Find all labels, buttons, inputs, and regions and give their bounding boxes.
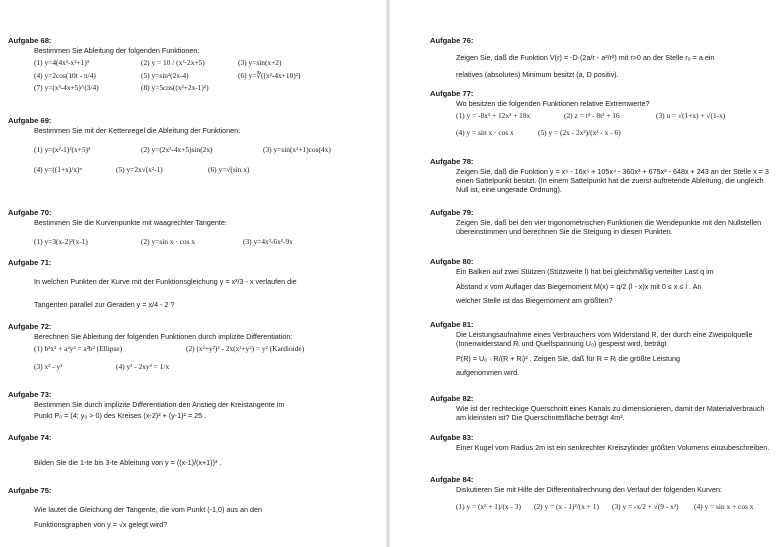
task-heading: Aufgabe 76: <box>430 36 474 45</box>
task-81 <box>430 320 772 377</box>
formula: (4) y = sin x + cos x <box>694 502 754 512</box>
task-84 <box>430 475 772 512</box>
formula: (4) y=2cos(10t - π/4) <box>34 70 96 80</box>
task-heading: Aufgabe 75: <box>8 486 52 495</box>
task-heading: Aufgabe 70: <box>8 208 52 217</box>
task-71 <box>8 258 380 309</box>
task-intro: Bestimmen Sie Ableitung der folgenden Funktionen: <box>34 46 200 56</box>
task-intro: Bestimmen Sie mit der Kettenregel die Ableitung der Funktionen: <box>34 126 241 136</box>
task-text: Abstand x vom Auflager das Biegemoment M(x) = q/2 (l - x)x mit 0 ≤ x ≤ l . An <box>456 282 702 292</box>
task-heading: Aufgabe 73: <box>8 390 52 399</box>
task-77 <box>430 89 772 137</box>
task-text: Diskutieren Sie mit Hilfe der Differentialrechnung den Verlauf der folgenden Kurven: <box>456 485 722 495</box>
formula: (6) y=√(sin x) <box>208 164 250 174</box>
formula: (1) y = -8x³ + 12x² + 18x <box>456 111 531 121</box>
task-heading: Aufgabe 69: <box>8 116 52 125</box>
formula-row <box>430 502 772 511</box>
task-heading: Aufgabe 72: <box>8 322 52 331</box>
formula: (6) y=∛((x²-4x+10)²) <box>238 70 301 80</box>
task-text: relatives (absolutes) Minimum besitzt (a, D positiv). <box>456 70 619 80</box>
formula-row <box>8 344 380 353</box>
task-70 <box>8 208 380 247</box>
formula-row <box>8 71 380 80</box>
task-83 <box>430 433 772 452</box>
task-heading: Aufgabe 83: <box>430 433 474 442</box>
formula-row <box>8 145 380 154</box>
task-78 <box>430 157 772 194</box>
task-text: Tangenten parallel zur Geraden y = x/4 - 2 ? <box>34 300 175 310</box>
task-74 <box>8 433 380 467</box>
task-text: Wie lautet die Gleichung der Tangente, die vom Punkt (-1,0) aus an den <box>34 505 263 515</box>
formula-row <box>8 58 380 67</box>
task-heading: Aufgabe 71: <box>8 258 52 267</box>
task-text: Zeigen Sie, daß die Funktion y = x⁶ - 16x⁵ + 105x⁴ - 360x³ + 675x² - 648x + 243 an der Stelle x = 3 einen Sattelpunkt besitzt. (In einem Sattelpunkt hat die zuerst auftretende Ableitung, die ungleich Null ist, eine ungerade Ordnung). <box>456 167 769 195</box>
task-69 <box>8 116 380 174</box>
task-text: welcher Stelle ist das Biegemoment am größten? <box>456 296 613 306</box>
formula: (8) y=5cos((x²+2x-1)²) <box>141 82 209 92</box>
task-intro: Berechnen Sie Ableitung der folgenden Funktionen durch implizite Differentiation: <box>34 332 293 342</box>
task-text: Punkt P₀ = (4; y₀ > 0) des Kreises (x-2)² + (y-1)² = 25 . <box>34 411 207 421</box>
formula: (7) y=(x³-4x+5)^(3/4) <box>34 82 99 92</box>
task-79 <box>430 208 772 236</box>
task-text: Funktionsgraphen von y = √x gelegt wird? <box>34 520 168 530</box>
task-text: Ein Balken auf zwei Stützen (Stützweite l) hat bei gleichmäßig verteilter Last q im <box>456 267 714 277</box>
task-heading: Aufgabe 82: <box>430 394 474 403</box>
formula-row <box>8 237 380 246</box>
task-text: Die Leistungsaufnahme eines Verbrauchers vom Widerstand R, der durch eine Zweipolquelle (Innenwiderstand Rᵢ und Quellspannung U₀) gespeist wird, beträgt <box>456 330 753 349</box>
task-intro: Wo besitzen die folgenden Funktionen relative Extremwerte? <box>456 99 650 109</box>
formula: (4) y=((1+x)/x)ⁿ <box>34 164 82 174</box>
task-heading: Aufgabe 78: <box>430 157 474 166</box>
task-72 <box>8 322 380 371</box>
task-heading: Aufgabe 74: <box>8 433 52 442</box>
formula-row <box>430 128 772 137</box>
formula: (3) y=sin(x²+1)cos(4x) <box>263 145 331 155</box>
task-heading: Aufgabe 79: <box>430 208 474 217</box>
formula: (2) y = 10 / (x³·2x+5) <box>141 58 205 68</box>
formula: (1) y = (x² + 1)/(x - 3) <box>456 502 521 512</box>
task-text: aufgenommen wird. <box>456 368 520 378</box>
task-text: Zeigen Sie, daß bei den vier trigonometrischen Funktionen die Wendepunkte mit den Nullstellen übereinstimmen und berechnen Sie die Steigung in diesen Punkten. <box>456 218 762 237</box>
task-76 <box>430 36 772 79</box>
formula: (5) y=2x√(x²-1) <box>116 164 163 174</box>
task-75 <box>8 486 380 529</box>
formula: (3) y=sin(x+2) <box>238 58 282 68</box>
left-page <box>0 0 388 547</box>
formula: (2) y=sin x · cos x <box>141 237 196 247</box>
task-text: In welchen Punkten der Kurve mit der Funktionsgleichung y = x³/3 - x verlaufen die <box>34 277 297 287</box>
task-heading: Aufgabe 77: <box>430 89 474 98</box>
task-text: Einer Kugel vom Radius 2m ist ein senkrechter Kreiszylinder größten Volumens einzubeschreiben. <box>456 443 770 453</box>
formula: (1) b²x² + a²y² = a²b² (Ellipse) <box>34 344 123 354</box>
right-page <box>390 0 777 547</box>
formula-row <box>430 111 772 120</box>
formula: (2) (x²+y²)² - 2x(x²+y²) = y² (Kardioide) <box>186 344 305 354</box>
formula: (2) z = t⁴ - 8t² + 16 <box>564 111 620 121</box>
formula: (3) x² - y³ <box>34 361 63 371</box>
task-text: Wie ist der rechteckige Querschnitt eines Kanals zu dimensionieren, damit der Materialverbrauch am kleinsten ist? Die Querschnittsfläche beträgt 4m². <box>456 404 765 423</box>
task-heading: Aufgabe 80: <box>430 257 474 266</box>
formula: (3) y=4x³-6x²-9x <box>243 237 293 247</box>
task-text: Zeigen Sie, daß die Funktion V(r) = -D·(2a/r - a²/r²) mit r>0 an der Stelle r₀ = a ein <box>456 53 715 63</box>
formula-row <box>8 165 380 174</box>
formula: (3) u = √(1+x) + √(1-x) <box>656 111 726 121</box>
task-intro: Bestimmen Sie die Kurvenpunkte mit waagrechter Tangente: <box>34 218 227 228</box>
task-heading: Aufgabe 81: <box>430 320 474 329</box>
task-80 <box>430 257 772 305</box>
formula: (1) y=3(x-2)²(x-1) <box>34 237 88 247</box>
formula: (4) y³ - 2xy³ = 1/x <box>116 361 170 371</box>
formula: (5) y = (2x - 2x²)/(x² - x - 6) <box>538 127 621 137</box>
formula-row <box>8 83 380 92</box>
formula: (1) y=(x²-1)²(x+5)³ <box>34 145 91 155</box>
formula: (5) y=sin²(2x-4) <box>141 70 189 80</box>
formula-row <box>8 362 380 371</box>
task-68 <box>8 36 380 92</box>
formula: (2) y=(2x³-4x+5)sin(2x) <box>141 145 213 155</box>
task-text: P(R) = U₀ · R/(R + Rᵢ)² . Zeigen Sie, daß für R = Rᵢ die größte Leistung <box>456 354 680 364</box>
task-73 <box>8 390 380 420</box>
formula: (3) y = -x/2 + √(9 - x²) <box>612 502 679 512</box>
task-text: Bestimmen Sie durch implizite Differentiation den Anstieg der Kreistangente im <box>34 400 285 410</box>
formula: (4) y = sin x · cos x <box>456 127 514 137</box>
formula: (1) y=4(4x³-x²+1)³ <box>34 58 90 68</box>
task-heading: Aufgabe 68: <box>8 36 52 45</box>
task-text: Bilden Sie die 1-te bis 3-te Ableitung von y = ((x-1)/(x+1))³ . <box>34 458 222 468</box>
task-82 <box>430 394 772 422</box>
formula: (2) y = (x - 1)²/(x + 1) <box>534 502 599 512</box>
task-heading: Aufgabe 84: <box>430 475 474 484</box>
